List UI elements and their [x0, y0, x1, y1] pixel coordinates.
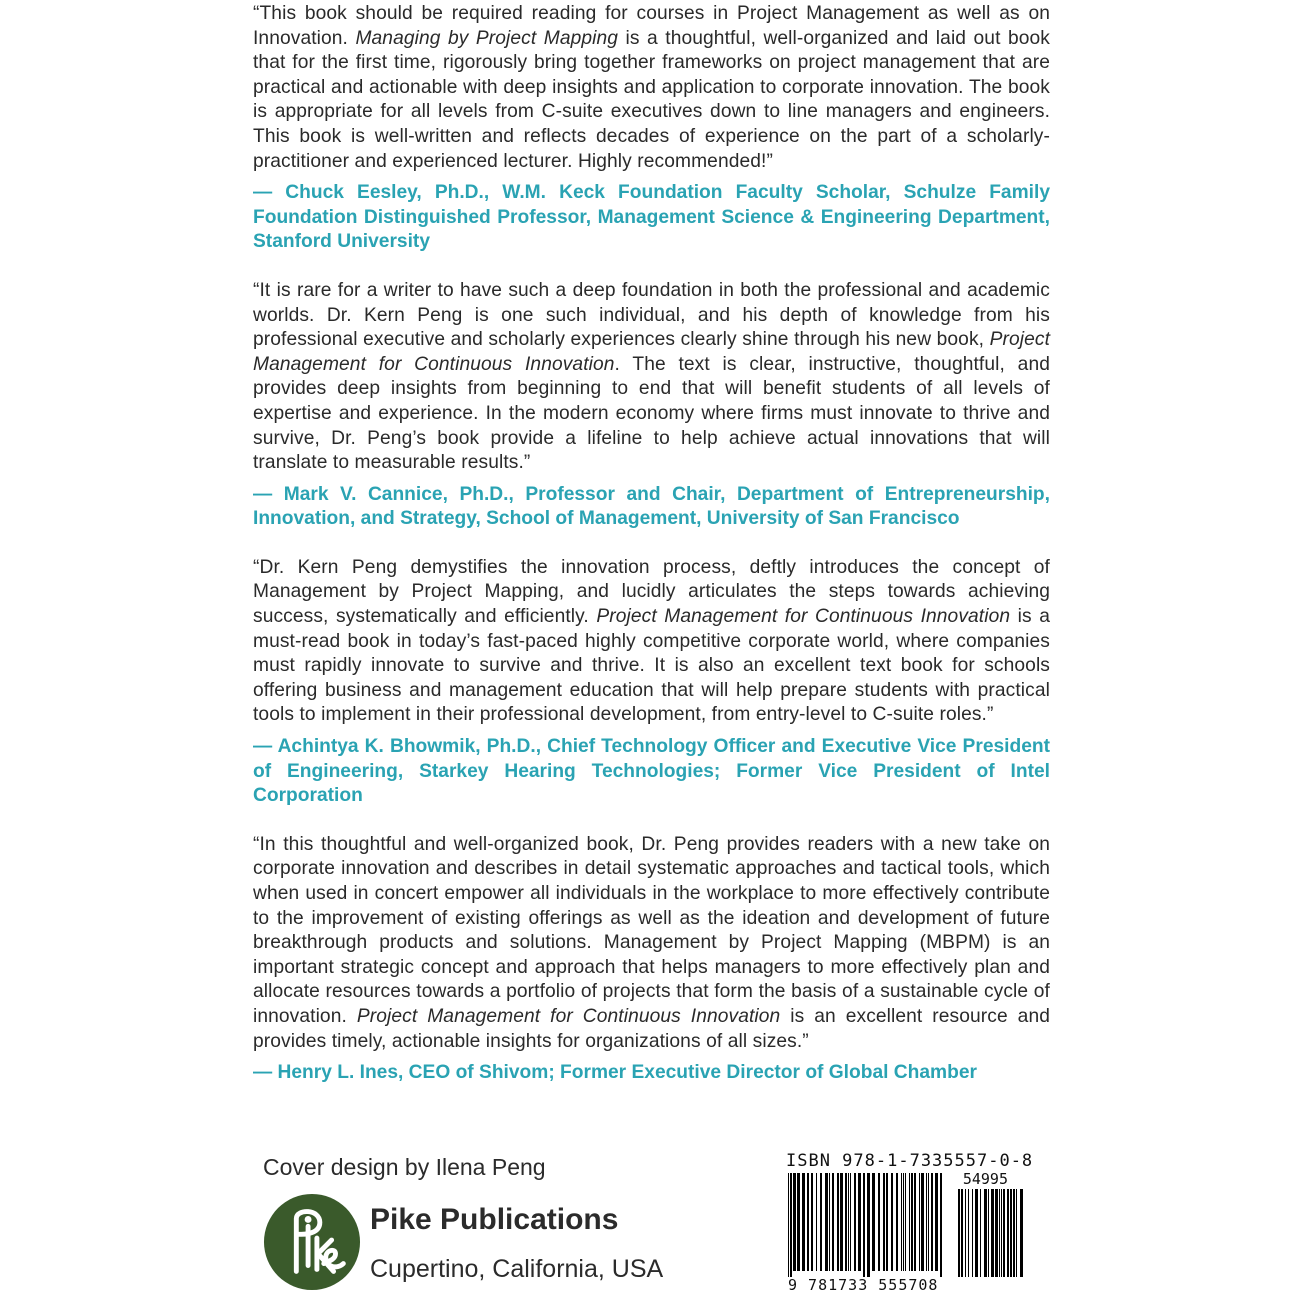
book-title-italic: Managing by Project Mapping	[355, 27, 619, 49]
price-barcode-bar	[984, 1189, 987, 1277]
quote-text: is an excellent resource and provides timely, actionable insights for organizations of all sizes.”	[253, 1005, 1050, 1052]
price-barcode-bar	[1016, 1189, 1017, 1277]
barcode-bar	[802, 1173, 805, 1271]
barcode-bar	[816, 1173, 817, 1271]
price-barcode-bar	[980, 1189, 981, 1277]
price-barcode-bar	[1001, 1189, 1002, 1277]
review-4-attribution: — Henry L. Ines, CEO of Shivom; Former Executive Director of Global Chamber	[253, 1062, 977, 1084]
barcode-bar	[797, 1173, 800, 1271]
barcode-bar	[940, 1173, 942, 1277]
back-cover-text	[253, 2, 1050, 1110]
review-2-quote	[253, 279, 1050, 476]
review-4	[253, 833, 1050, 1086]
barcode-bar	[863, 1173, 865, 1277]
barcode-bar	[928, 1173, 929, 1271]
pike-publications-logo-icon	[263, 1193, 361, 1291]
barcode-bar	[854, 1173, 856, 1271]
price-barcode-bar	[1010, 1189, 1012, 1277]
barcode-bar	[825, 1173, 828, 1271]
review-3	[253, 556, 1050, 809]
barcode-bar	[790, 1173, 792, 1277]
barcode-bar	[858, 1173, 861, 1271]
review-2-attribution: — Mark V. Cannice, Ph.D., Professor and Chair, Department of Entrepreneurship, Innovation, and Strategy, School of Management, University of San Francisco	[253, 483, 1050, 530]
price-code: 54995	[962, 1171, 1008, 1188]
barcode-bars	[788, 1173, 942, 1277]
barcode-bar	[837, 1173, 839, 1271]
price-barcode-bar	[972, 1189, 973, 1277]
barcode-bar	[914, 1173, 916, 1271]
barcode-bar	[845, 1173, 847, 1271]
book-title-italic: Project Management for Continuous Innovation	[596, 606, 1011, 628]
barcode-bar	[886, 1173, 888, 1271]
price-barcode-bar	[1007, 1189, 1009, 1277]
review-1-attribution: — Chuck Eesley, Ph.D., W.M. Keck Foundation Faculty Scholar, Schulze Family Foundation Distinguished Professor, Management Science & Engineering Department, Stanford University	[253, 182, 1050, 253]
review-4-quote	[253, 833, 1050, 1054]
price-barcode-bar	[995, 1189, 998, 1277]
barcode-bar	[921, 1173, 924, 1271]
barcode-bar	[878, 1173, 880, 1271]
price-barcode-bar	[1020, 1189, 1023, 1277]
barcode-bar	[840, 1173, 843, 1271]
publisher-name: Pike Publications	[370, 1203, 619, 1236]
book-title-italic: Project Management for Continuous Innovation	[356, 1005, 781, 1027]
review-1	[253, 2, 1050, 255]
barcode-bar	[850, 1173, 851, 1271]
publisher-location: Cupertino, California, USA	[370, 1255, 664, 1283]
barcode-bar	[935, 1173, 938, 1271]
review-2	[253, 279, 1050, 532]
quote-text: “Dr. Kern Peng demystifies the innovation process, deftly introduces the concept of Management by Project Mapping, and lucidly articulates the steps towards achieving success, systematically and efficiently.	[253, 556, 1050, 628]
price-barcode-bar	[999, 1189, 1000, 1277]
barcode-bar	[891, 1173, 893, 1271]
barcode-bar	[901, 1173, 902, 1271]
barcode-bar	[911, 1173, 913, 1271]
price-barcode-bar	[965, 1189, 966, 1277]
review-3-quote	[253, 556, 1050, 728]
quote-text: “This book should be required reading for courses in Project Management as well as on Innovation.	[253, 3, 1050, 49]
barcode-bar	[896, 1173, 898, 1271]
quote-text: . The text is clear, instructive, thoughtful, and provides deep insights from beginning to end that will benefit students of all levels of expertise and experience. In the modern economy where firms must innovate to thrive and survive, Dr. Peng’s book provide a lifeline to help achieve actual innovations that will translate to measurable results.”	[253, 353, 1050, 474]
isbn-barcode	[786, 1171, 1031, 1293]
price-barcode-bar	[991, 1189, 994, 1277]
price-barcode-bar	[968, 1189, 969, 1277]
barcode-bar	[788, 1173, 789, 1277]
barcode-bar	[793, 1173, 796, 1271]
barcode-bar	[811, 1173, 813, 1271]
review-3-attribution: — Achintya K. Bhowmik, Ph.D., Chief Technology Officer and Executive Vice President of Engineering, Starkey Hearing Technologies; Former Vice President of Intel Corporation	[253, 736, 1050, 807]
price-barcode-bar	[1003, 1189, 1005, 1277]
cover-design-credit: Cover design by Ilena Peng	[263, 1154, 546, 1180]
barcode-bar	[926, 1173, 927, 1271]
price-barcode-bar	[961, 1189, 963, 1277]
price-barcode-bar	[988, 1189, 989, 1277]
quote-text: is a thoughtful, well-organized and laid out book that for the first time, rigorously bring together frameworks on project management that are practical and actionable with deep insights and application to corporate innovation. The book is appropriate for all levels from C-suite executives down to line managers and engineers. This book is well-written and reflects decades of experience on the part of a scholarly-practitioner and experienced lecturer. Highly recommended!”	[253, 27, 1050, 172]
price-barcode-bar	[958, 1189, 960, 1277]
barcode-digits: 9 781733 555708	[788, 1276, 939, 1293]
quote-text: is a must-read book in today’s fast-paced highly competitive corporate world, where companies must rapidly innovate to survive and thrive. It is also an excellent text book for schools offering business and management education that will help prepare students with practical tools to implement in their professional development, from entry-level to C-suite roles.”	[253, 606, 1050, 726]
barcode-bar	[807, 1173, 809, 1271]
quote-text: “It is rare for a writer to have such a deep foundation in both the professional and academic worlds. Dr. Kern Peng is one such individual, and his depth of knowledge from his professional executive and scholarly experiences clearly shine through his new book,	[253, 279, 1050, 351]
book-title-italic: Project Management for Continuous Innovation	[253, 329, 1050, 375]
barcode-bar	[905, 1173, 906, 1271]
barcode-bar	[867, 1173, 870, 1277]
barcode-bar	[820, 1173, 822, 1271]
barcode-bar	[909, 1173, 910, 1271]
barcode-bar	[919, 1173, 920, 1271]
price-barcode-bars	[958, 1189, 1023, 1277]
barcode-bar	[829, 1173, 830, 1271]
barcode-bar	[903, 1173, 904, 1271]
barcode-bar	[872, 1173, 875, 1271]
price-barcode-bar	[1013, 1189, 1015, 1277]
isbn-label: ISBN 978-1-7335557-0-8	[786, 1151, 1034, 1171]
review-1-quote	[253, 2, 1050, 174]
price-barcode-bar	[975, 1189, 978, 1277]
barcode-bar	[931, 1173, 933, 1271]
quote-text: “In this thoughtful and well-organized book, Dr. Peng provides readers with a new take on corporate innovation and describes in detail systematic approaches and tactical tools, which when used in concert empower all individuals in the workplace to more effectively contribute to the improvement of existing offerings as well as the ideation and development of future breakthrough products and solutions. Management by Project Mapping (MBPM) is an important strategic concept and approach that helps managers to more effectively plan and allocate resources towards a portfolio of projects that form the basis of a sustainable cycle of innovation.	[253, 833, 1050, 1027]
barcode-bar	[848, 1173, 849, 1271]
barcode-bar	[832, 1173, 834, 1271]
barcode-bar	[883, 1173, 885, 1271]
